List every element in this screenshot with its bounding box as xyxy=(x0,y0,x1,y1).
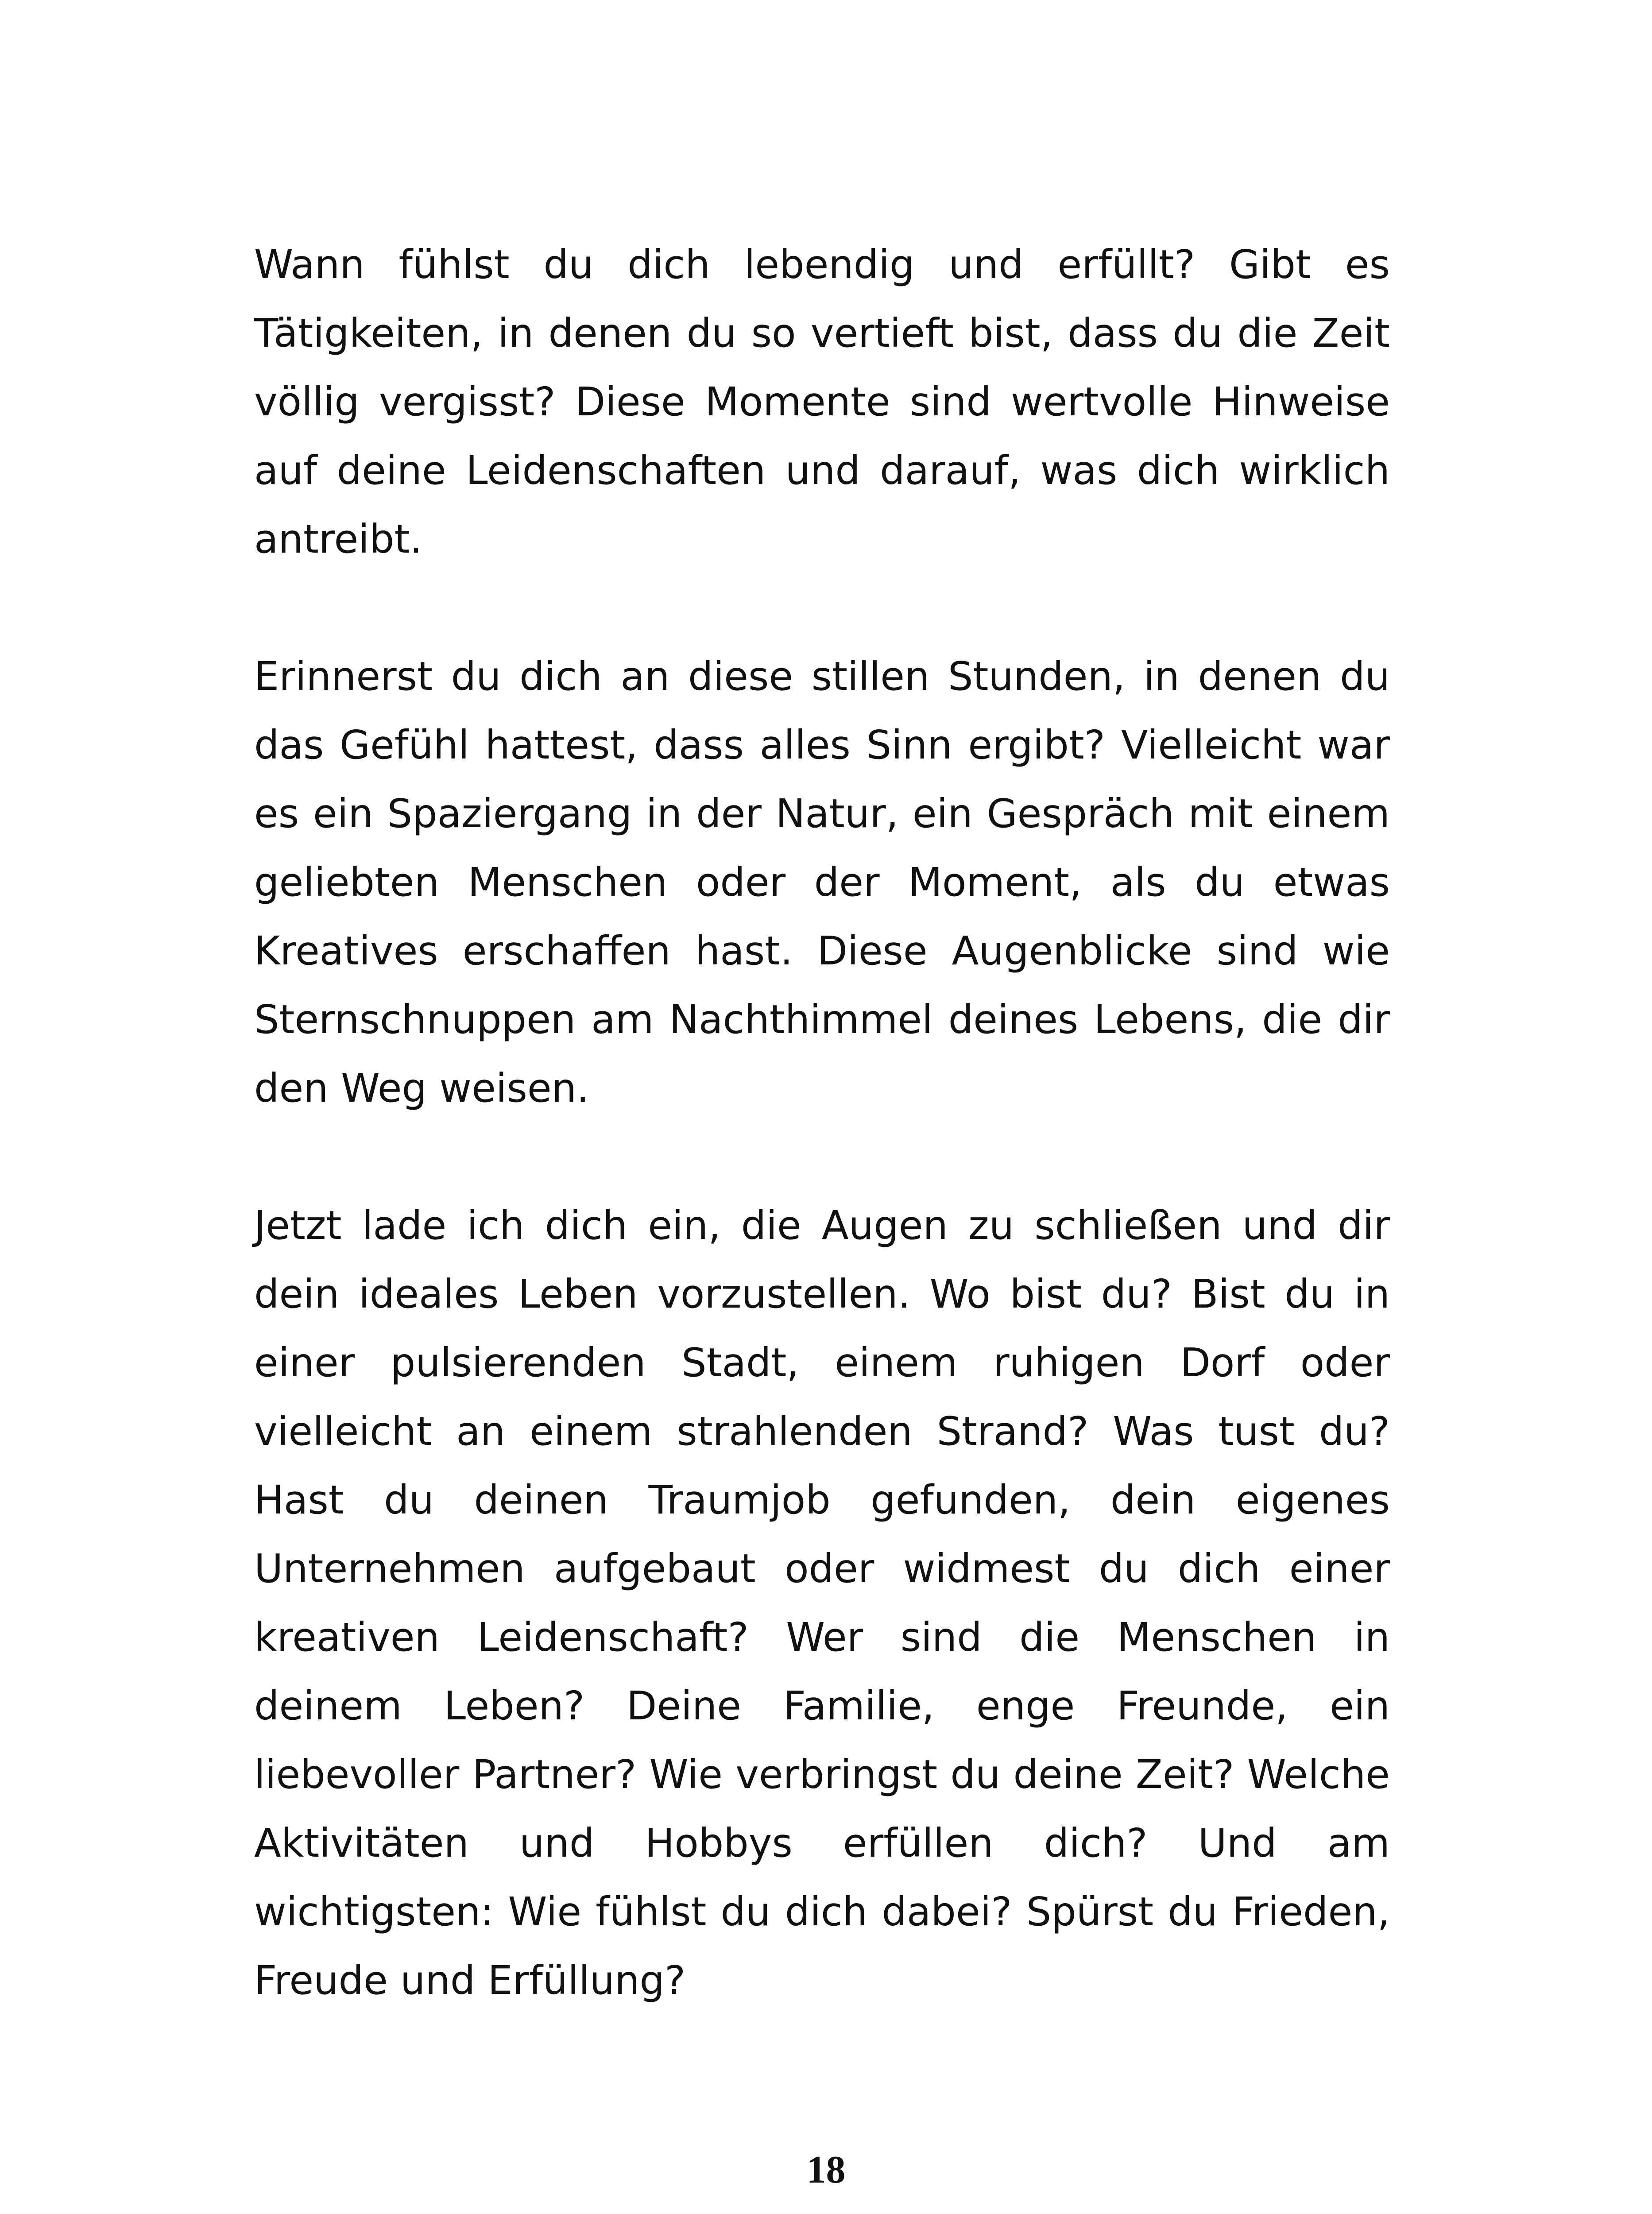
paragraph-3: Jetzt lade ich dich ein, die Augen zu schließen und dir dein ideales Leben vorzustellen. Wo bist du? Bist du in einer pulsierenden Stadt, einem ruhigen Dorf oder vielleicht an einem strahlenden Strand? Was tust du? Hast du deinen Traumjob gefunden, dein eigenes Unternehmen aufgebaut oder widmest du dich einer kreativen Leidenschaft? Wer sind die Menschen in deinem Leben? Deine Familie, enge Freunde, ein liebevoller Partner? Wie verbringst du deine Zeit? Welche Aktivitäten und Hobbys erfüllen dich? Und am wichtigsten: Wie fühlst du dich dabei? Spürst du Frieden, Freude und Erfüllung? xyxy=(254,1202,1390,2003)
page-number: 18 xyxy=(806,2148,846,2191)
body-text xyxy=(254,230,1390,2083)
paragraph-1: Wann fühlst du dich lebendig und erfüllt? Gibt es Tätigkeiten, in denen du so vertieft bist, dass du die Zeit völlig vergisst? Diese Momente sind wertvolle Hinweise auf deine Leidenschaften und darauf, was dich wirklich antreibt. xyxy=(254,241,1390,562)
paragraph-2: Erinnerst du dich an diese stillen Stunden, in denen du das Gefühl hattest, dass alles Sinn ergibt? Vielleicht war es ein Spaziergang in der Natur, ein Gespräch mit einem geliebten Menschen oder der Moment, als du etwas Kreatives erschaffen hast. Diese Augenblicke sind wie Sternschnuppen am Nachthimmel deines Lebens, die dir den Weg weisen. xyxy=(254,653,1390,1111)
